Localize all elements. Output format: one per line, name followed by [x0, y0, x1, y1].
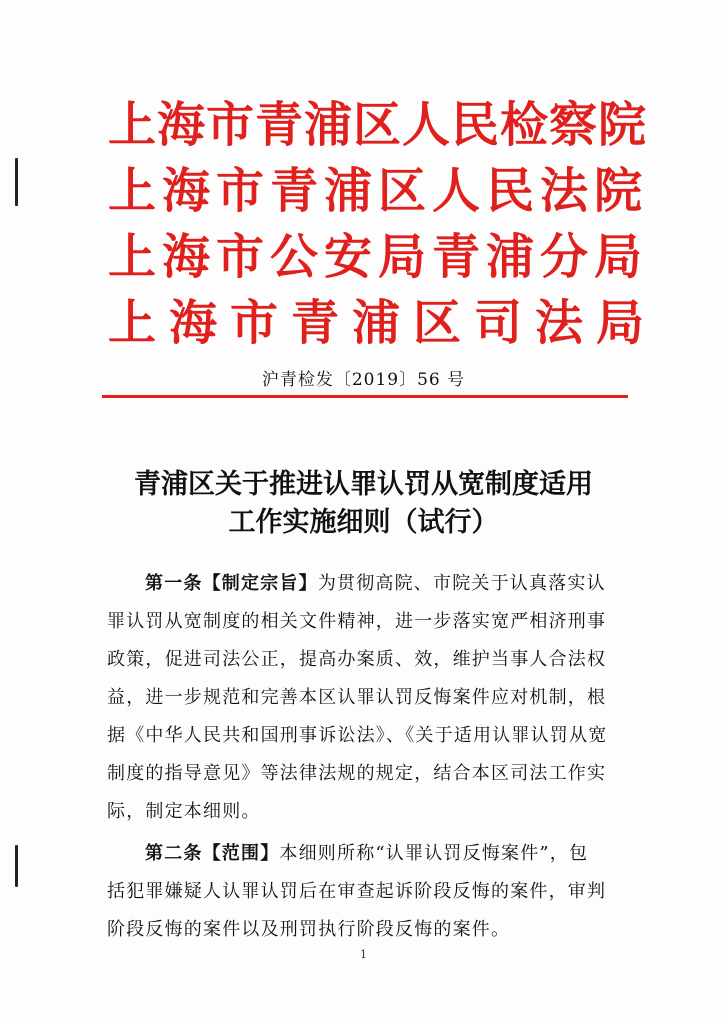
article-1 — [107, 565, 629, 831]
page-number: 1 — [360, 948, 367, 961]
article-2 — [107, 835, 629, 949]
title-line-2: 工作实施细则（试行） — [228, 507, 499, 538]
article-line: 据《中华人民共和国刑事诉讼法》、《关于适用认罪认罚从宽 — [107, 725, 608, 746]
agency-court: 上海市青浦区人民法院 — [108, 163, 649, 219]
agency-police-branch: 上海市公安局青浦分局 — [108, 229, 649, 285]
document-body — [107, 565, 629, 949]
article-first-line — [107, 565, 629, 603]
title-line-1: 青浦区关于推进认罪认罚从宽制度适用 — [134, 469, 593, 500]
article-line: 阶段反悔的案件以及刑罚执行阶段反悔的案件。 — [107, 919, 511, 940]
article-line: 益，进一步规范和完善本区认罪认罚反悔案件应对机制，根 — [107, 687, 607, 708]
article-heading: 第一条【制定宗旨】 — [145, 573, 318, 594]
binding-mark-bottom — [15, 845, 18, 887]
article-first-line — [107, 835, 629, 873]
article-line: 制度的指导意见》等法律法规的规定，结合本区司法工作实 — [107, 763, 607, 784]
article-text: 本细则所称“认罪认罚反悔案件”，包 — [279, 843, 589, 864]
article-line: 政策，促进司法公正，提高办案质、效，维护当事人合法权 — [107, 649, 607, 670]
red-separator-line — [102, 395, 628, 398]
article-line: 括犯罪嫌疑人认罪认罚后在审查起诉阶段反悔的案件，审判 — [107, 881, 607, 902]
article-line: 罪认罚从宽制度的相关文件精神，进一步落实宽严相济刑事 — [107, 611, 607, 632]
document-title — [0, 466, 727, 542]
binding-mark-top — [15, 158, 18, 206]
document-number: 沪青检发〔2019〕56 号 — [261, 370, 466, 390]
article-text: 为贯彻高院、市院关于认真落实认 — [317, 573, 606, 594]
agency-procuratorate: 上海市青浦区人民检察院 — [108, 97, 648, 153]
article-heading: 第二条【范围】 — [145, 843, 280, 864]
article-line: 际，制定本细则。 — [107, 801, 261, 822]
issuing-agencies — [108, 92, 658, 356]
agency-justice-bureau: 上海市青浦区司法局 — [108, 295, 658, 351]
